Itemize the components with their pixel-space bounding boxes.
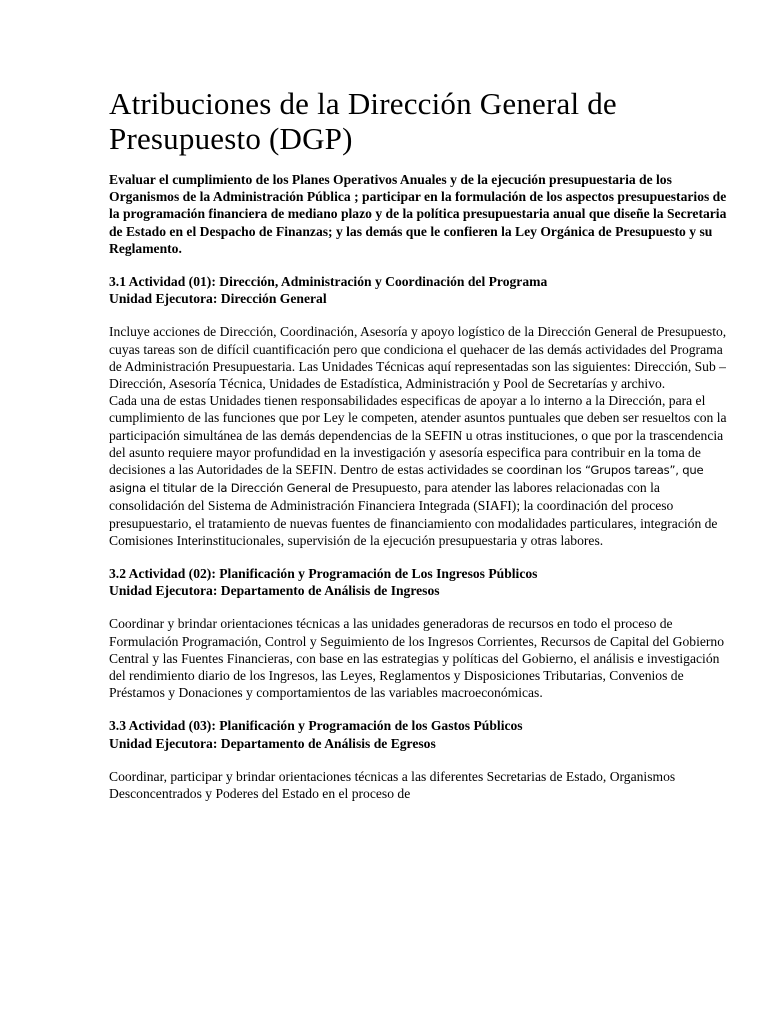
activity-title: 3.2 Actividad (02): Planificación y Programación de Los Ingresos Públicos [109,566,538,582]
body-text: Presupuesto, para atender las labores relacionadas con la consolidación del Sistema de Administración Financiera Integrada (SIAFI); la coordinación del proceso presupuestario, el tratamiento de nuevas fuentes de financiamiento con modalidades particulares, integración de Comisiones Interinstitucionales, supervisión de la ejecución presupuestaria y otras labores. [109,480,718,548]
activity-title: 3.3 Actividad (03): Planificación y Programación de los Gastos Públicos [109,718,523,734]
body-paragraph: Coordinar, participar y brindar orientaciones técnicas a las diferentes Secretarias de Estado, Organismos Desconcentrados y Poderes del Estado en el proceso de [109,768,676,802]
body-paragraph [109,392,728,549]
page-title: Atribuciones de la Dirección General de Presupuesto (DGP) [109,86,617,156]
body-text-sans-fragment: coordinan los “Grupos tareas”, que asigna el titular de la Dirección General de [109,463,704,496]
activity-title: 3.1 Actividad (01): Dirección, Administración y Coordinación del Programa [109,274,548,290]
executing-unit: Unidad Ejecutora: Dirección General [109,291,327,307]
section-body-3-1 [109,323,728,549]
executing-unit: Unidad Ejecutora: Departamento de Análisis de Ingresos [109,583,440,599]
body-text: Cada una de estas Unidades tienen responsabilidades especificas de apoyar a lo interno a la Dirección, para el cumplimiento de las funciones que por Ley le competen, atender asuntos puntuales que deben ser resueltos con la participación simultánea de las demás dependencias de la SEFIN u otras instituciones, o que por la trascendencia del asunto requiere mayor profundidad en la investigación y asesoría especifica para contribuir en la toma de decisiones a las Autoridades de la SEFIN. Dentro de estas actividades se [109,393,727,478]
section-body-3-3 [109,768,728,802]
section-heading-3-3 [109,717,728,751]
executing-unit: Unidad Ejecutora: Departamento de Análisis de Egresos [109,735,436,751]
section-body-3-2 [109,615,728,701]
intro-paragraph: Evaluar el cumplimiento de los Planes Operativos Anuales y de la ejecución presupuestaria de los Organismos de la Administración Pública ; participar en la formulación de los aspectos presupuestarios de la programación financiera de mediano plazo y de la política presupuestaria anual que diseñe la Secretaria de Estado en el Despacho de Finanzas; y las demás que le confieren la Ley Orgánica de Presupuesto y su Reglamento. [109,172,727,256]
body-paragraph: Incluye acciones de Dirección, Coordinación, Asesoría y apoyo logístico de la Dirección General de Presupuesto, cuyas tareas son de difícil cuantificación pero que condiciona el quehacer de las demás actividades del Programa de Administración Presupuestaria. Las Unidades Técnicas aquí representadas son las siguientes: Dirección, Sub – Dirección, Asesoría Técnica, Unidades de Estadística, Administración y Pool de Secretarías y archivo. [109,324,727,392]
body-paragraph: Coordinar y brindar orientaciones técnicas a las unidades generadoras de recursos en todo el proceso de Formulación Programación, Control y Seguimiento de los Ingresos Corrientes, Recursos de Capital del Gobierno Central y las Fuentes Financieras, con base en las estrategias y políticas del Gobierno, el análisis e investigación del rendimiento diario de los Ingresos, las Leyes, Reglamentos y Disposiciones Tributarias, Convenios de Préstamos y Donaciones y comportamientos de las variables macroeconómicas. [109,616,725,701]
section-heading-3-1 [109,273,728,307]
section-heading-3-2 [109,565,728,599]
